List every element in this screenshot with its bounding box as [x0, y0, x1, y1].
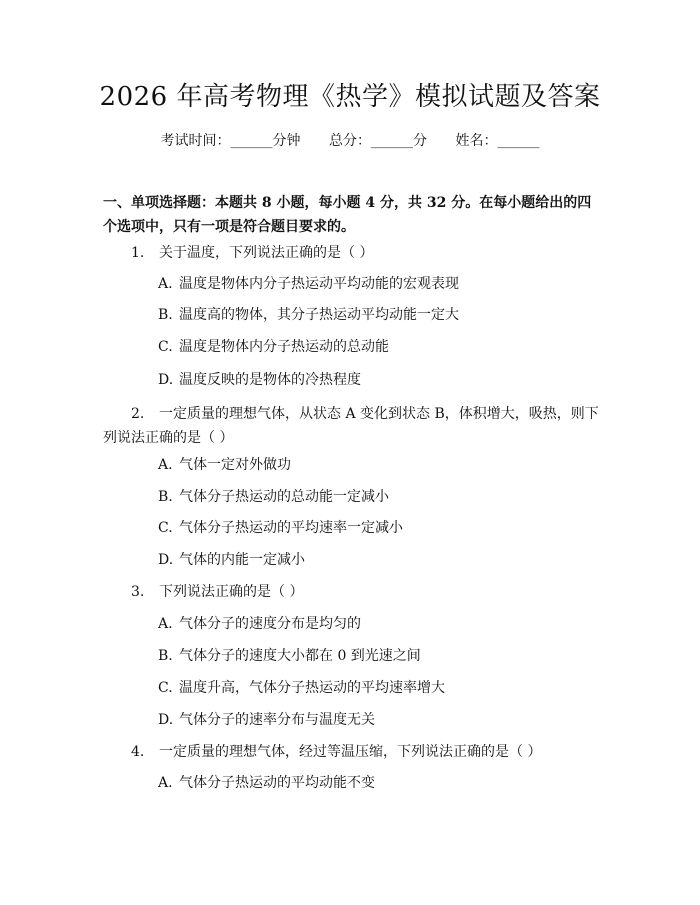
option-2c: [158, 518, 598, 538]
exam-score-field: 总分：______分: [329, 133, 427, 149]
question-text: 关于温度，下列说法正确的是（ ）: [159, 245, 374, 261]
exam-time-field: 考试时间：______分钟: [160, 133, 301, 149]
option-text: 温度升高，气体分子热运动的平均速率增大: [179, 680, 445, 696]
page-title: 2026 年高考物理《热学》模拟试题及答案: [99, 82, 601, 112]
option-letter: A.: [158, 775, 173, 791]
option-text: 温度高的物体，其分子热运动平均动能一定大: [179, 307, 459, 323]
question-text: 下列说法正确的是（ ）: [159, 584, 304, 600]
option-text: 气体分子的速度大小都在 0 到光速之间: [179, 648, 421, 664]
option-3d: [158, 710, 598, 730]
option-letter: B.: [158, 648, 173, 664]
option-text: 温度是物体内分子热运动的总动能: [179, 339, 389, 355]
option-3b: [158, 646, 598, 666]
question-4: [103, 740, 603, 764]
option-2b: [158, 487, 598, 507]
student-name-field: 姓名：______: [455, 133, 540, 149]
option-text: 温度反映的是物体的冷热程度: [179, 372, 361, 388]
question-1: [103, 241, 603, 265]
option-text: 气体分子的速度分布是均匀的: [179, 616, 361, 632]
option-2a: [158, 455, 598, 475]
option-2d: [158, 550, 598, 570]
option-letter: D.: [158, 372, 174, 388]
section-heading: 一、单项选择题：本题共 8 小题，每小题 4 分，共 32 分。在每小题给出的四个选项中，只有一项是符合题目要求的。: [103, 195, 592, 235]
option-1d: [158, 370, 598, 390]
question-number: 4.: [131, 744, 145, 760]
option-text: 气体分子热运动的平均速率一定减小: [179, 520, 403, 536]
option-text: 气体的内能一定减小: [179, 552, 305, 568]
option-text: 气体一定对外做功: [179, 457, 291, 473]
option-letter: C.: [158, 520, 173, 536]
question-number: 3.: [131, 584, 145, 600]
question-number: 1.: [131, 245, 145, 261]
question-text: 一定质量的理想气体，从状态 A 变化到状态 B，体积增大，吸热，则下列说法正确的是（ ）: [103, 406, 599, 446]
option-text: 气体分子的速率分布与温度无关: [179, 712, 375, 728]
option-letter: C.: [158, 339, 173, 355]
exam-meta: [0, 131, 700, 151]
option-letter: A.: [158, 616, 173, 632]
option-letter: A.: [158, 457, 173, 473]
option-letter: D.: [158, 552, 174, 568]
option-letter: B.: [158, 489, 173, 505]
option-1b: [158, 305, 598, 325]
option-letter: C.: [158, 680, 173, 696]
option-letter: A.: [158, 276, 173, 292]
option-4a: [158, 773, 598, 793]
option-text: 温度是物体内分子热运动平均动能的宏观表现: [179, 276, 459, 292]
option-3c: [158, 678, 598, 698]
question-3: [103, 580, 603, 604]
option-3a: [158, 614, 598, 634]
option-letter: D.: [158, 712, 174, 728]
option-text: 气体分子热运动的总动能一定减小: [179, 489, 389, 505]
option-1c: [158, 337, 598, 357]
question-2: [103, 402, 603, 450]
question-text: 一定质量的理想气体，经过等温压缩，下列说法正确的是（ ）: [159, 744, 542, 760]
option-1a: [158, 274, 598, 294]
option-text: 气体分子热运动的平均动能不变: [179, 775, 375, 791]
option-letter: B.: [158, 307, 173, 323]
question-number: 2.: [131, 406, 145, 422]
